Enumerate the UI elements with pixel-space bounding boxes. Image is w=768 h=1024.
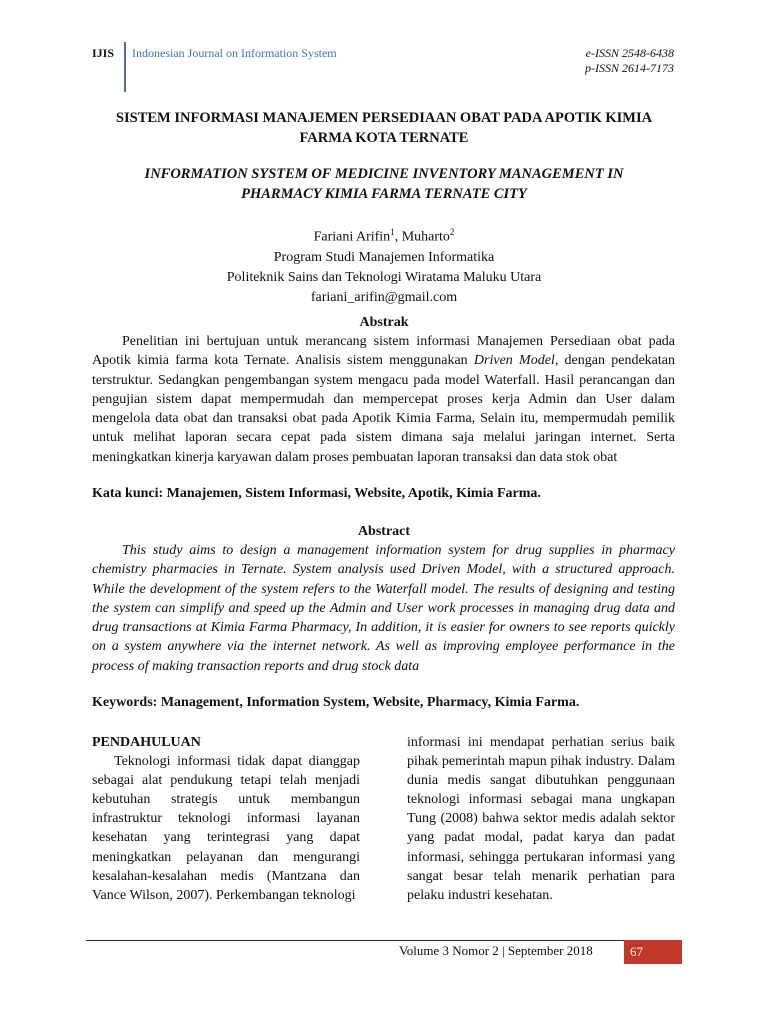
footer-volume: Volume 3 Nomor 2 | September 2018 xyxy=(399,943,593,958)
abstrak-text-b: , dengan pendekatan terstruktur. Sedangkan pengembangan system mengacu pada model Waterfall. Hasil perancangan dan pengujian sistem dapat mempermudah dan mempercepat proses kerja Admin dan User dalam mengelola data obat dan transaksi obat pada Apotik Kimia Farma, Selain itu, mempermudah pemilik untuk melihat laporan secara cepat pada sistem dimana saja melalui jaringan internet. Serta meningkatkan kinerja karyawan dalam proses pembuatan laporan transaksi dan data stok obat xyxy=(92,353,675,465)
title-id-line1: SISTEM INFORMASI MANAJEMEN PERSEDIAAN OBAT PADA APOTIK KIMIA xyxy=(115,110,653,126)
author-names xyxy=(80,222,688,248)
paper-title-english xyxy=(80,164,688,204)
paper-title-indonesian xyxy=(80,108,688,148)
abstrak-text-italic: Driven Model xyxy=(473,353,555,369)
abstrak-heading: Abstrak xyxy=(359,315,409,330)
author-2: Muharto xyxy=(401,229,450,245)
author-1-affiliation: 1 xyxy=(390,227,395,237)
eissn: e-ISSN 2548-6438 xyxy=(585,46,674,60)
footer-rule xyxy=(86,940,682,941)
kata-kunci: Kata kunci: Manajemen, Sistem Informasi, Website, Apotik, Kimia Farma. xyxy=(92,486,541,501)
journal-name: Indonesian Journal on Information System xyxy=(132,46,337,60)
keywords: Keywords: Management, Information System, Website, Pharmacy, Kimia Farma. xyxy=(92,695,580,710)
body-right-column xyxy=(407,733,675,905)
title-en-line1: INFORMATION SYSTEM OF MEDICINE INVENTORY MANAGEMENT IN xyxy=(144,166,624,182)
abstrak-text xyxy=(92,332,675,467)
title-id-line2: FARMA KOTA TERNATE xyxy=(299,130,469,146)
abstract-paragraph: This study aims to design a management information system for drug supplies in pharmacy chemistry pharmacies in Ternate. System analysis used Driven Model, with a structured approach. While the development of the system refers to the Waterfall model. The results of designing and testing the system can simplify and speed up the Admin and User work processes in managing drug data and drug transactions at Kimia Farma Pharmacy, In addition, it is easier for owners to see reports quickly on a system anywhere via the internet network. As well as improving employee performance in the process of making transaction reports and drug stock data xyxy=(92,543,675,674)
author-block xyxy=(80,222,688,308)
body-right-text: informasi ini mendapat perhatian serius baik pihak pemerintah mapun pihak industry. Dalam dunia medis sangat dibutuhkan penggunaan teknologi informasi sebagai mana ungkapan Tung (2008) bahwa sektor medis adalah sektor yang padat modal, padat karya dan padat informasi, sehingga pertukaran informasi yang sangat besar telah menarik perhatian para pelaku industri kesehatan. xyxy=(407,735,675,903)
author-2-affiliation: 2 xyxy=(449,227,455,237)
section-heading-pendahuluan: PENDAHULUAN xyxy=(92,735,201,750)
title-en-line2: PHARMACY KIMIA FARMA TERNATE CITY xyxy=(241,186,527,202)
body-left-text: Teknologi informasi tidak dapat dianggap sebagai alat pendukung tetapi telah menjadi kebutuhan strategis untuk membangun infrastruktur teknologi informasi layanan kesehatan yang terintegrasi yang dapat meningkatkan pelayanan dan mengurangi kesalahan-kesalahan medis (Mantzana dan Vance Wilson, 2007). Perkembangan teknologi xyxy=(92,754,360,903)
author-institution: Politeknik Sains dan Teknologi Wiratama Maluku Utara xyxy=(226,269,542,285)
journal-abbreviation: IJIS xyxy=(92,46,115,60)
author-program: Program Studi Manajemen Informatika xyxy=(273,249,495,265)
author-1: Fariani Arifin xyxy=(313,229,391,245)
body-left-column xyxy=(92,733,360,905)
abstrak-text-a: Penelitian ini bertujuan untuk merancang sistem informasi Manajemen Persediaan obat pada Apotik kimia farma kota Ternate. Analisis sistem menggunakan xyxy=(92,334,675,369)
issn-block xyxy=(585,46,674,76)
author-separator: , xyxy=(394,229,402,245)
abstract-text xyxy=(92,541,675,676)
abstract-heading: Abstract xyxy=(357,524,411,539)
author-email: fariani_arifin@gmail.com xyxy=(310,289,458,305)
page-number-badge: 67 xyxy=(624,940,682,964)
header-divider xyxy=(124,42,126,92)
pissn: p-ISSN 2614-7173 xyxy=(585,61,674,75)
